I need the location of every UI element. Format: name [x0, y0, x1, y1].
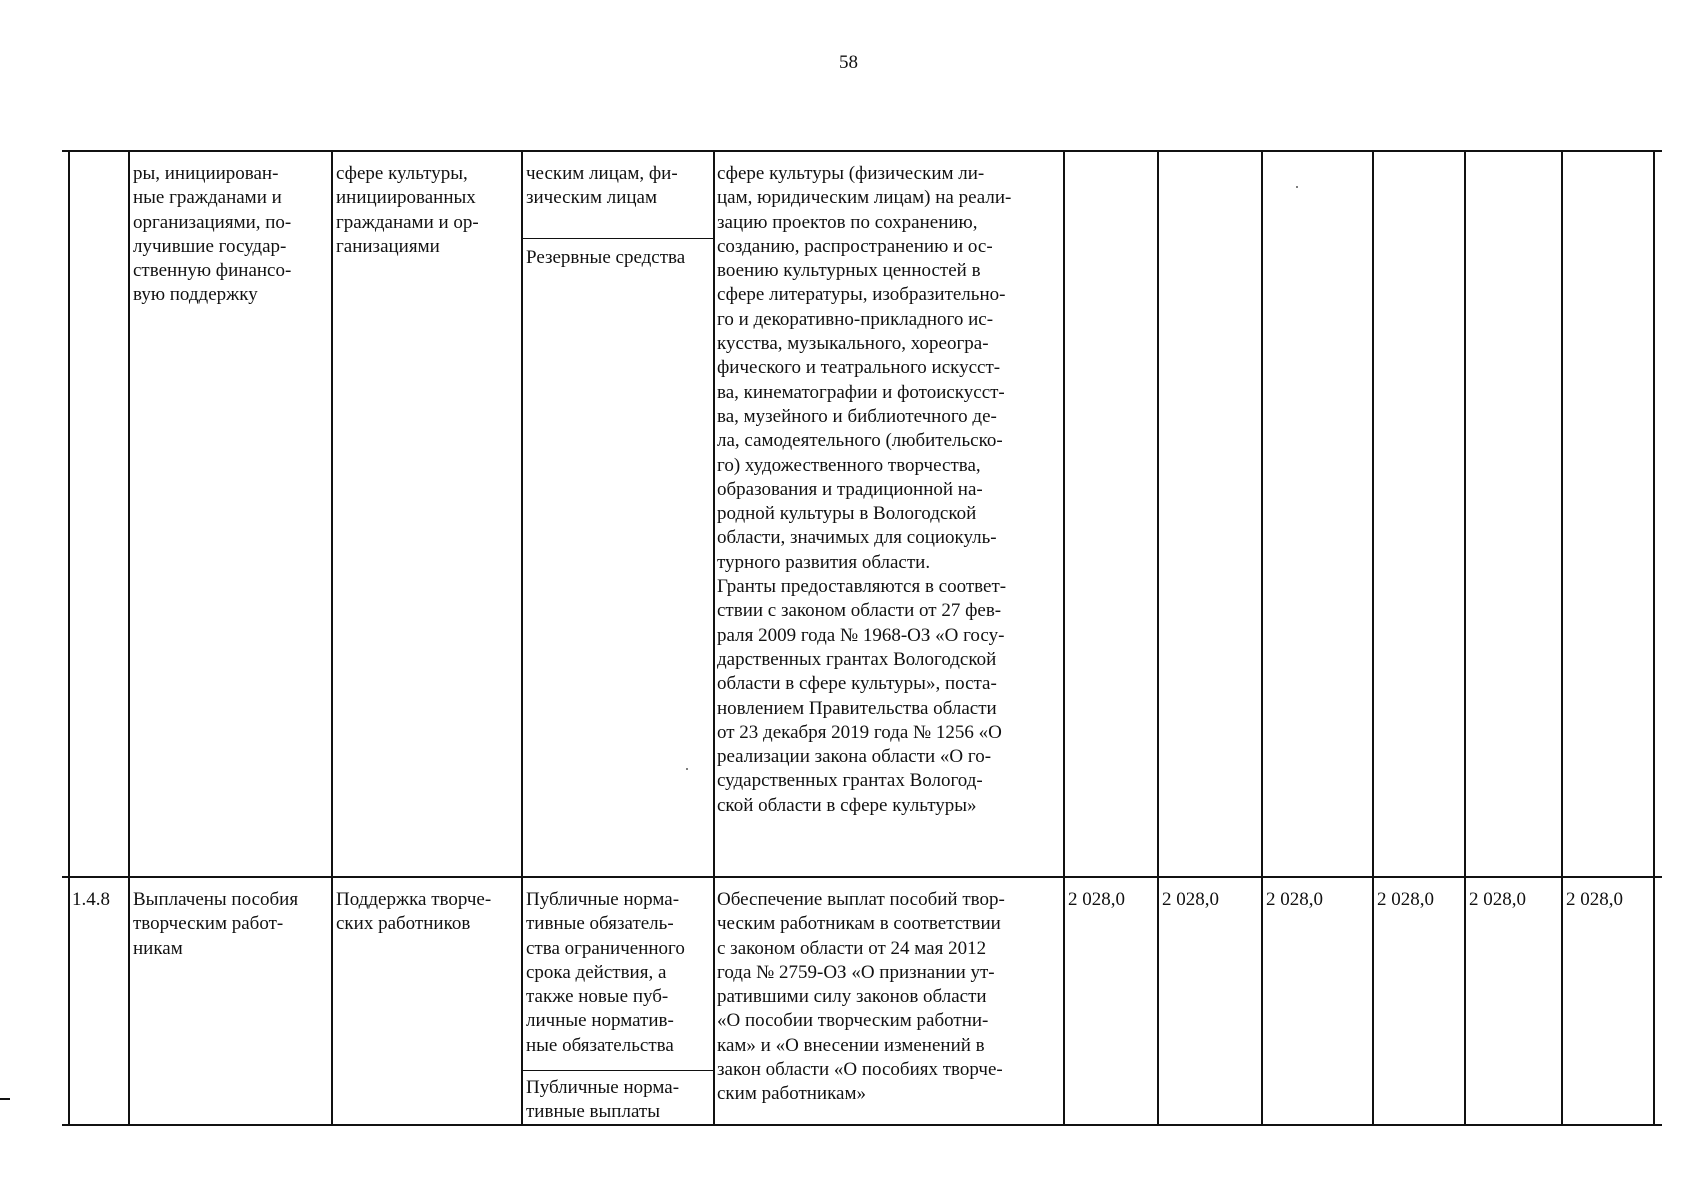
scan-mark	[0, 1098, 10, 1100]
row-2-value-5: 2 028,0	[1469, 889, 1526, 910]
row-2-value-4: 2 028,0	[1377, 889, 1434, 910]
row-1-type-2: Резервные средства	[526, 247, 686, 268]
row-2-type-2: Публичные норма- тивные выплаты	[526, 1077, 680, 1123]
row-divider	[62, 876, 1662, 878]
column-border	[1561, 150, 1563, 1126]
column-border	[128, 150, 130, 1126]
row-2-type-1: Публичные норма- тивные обязатель- ства ограниченного срока действия, а также новые пуб- личные норматив- ные обязательства	[526, 889, 685, 1056]
column-border	[1261, 150, 1263, 1126]
row-1-result: ры, инициирован- ные гражданами и организациями, по- лучившие государ- ственную финансо- вую поддержку	[133, 163, 292, 306]
row-1-description: сфере культуры (физическим ли- цам, юридическим лицам) на реали- зацию проектов по сохранению, созданию, распространению и ос- воению культурных ценностей в сфере литературы, изобразительно- го и декоративно-прикладного ис- кусства, музыкального, хореогра- фического и театрального искусст- ва, кинематографии и фотоискусст- ва, музейного и библиотечного де- ла, самодеятельного (любительско- го) художественного творчества, образования и традиционной на- родной культуры в Вологодской области, значимых для социокуль- турного развития области. Гранты предоставляются в соответ- ствии с законом области от 27 фев- раля 2009 года № 1968-ОЗ «О госу- дарственных грантах Вологодской области в сфере культуры», поста- новлением Правительства области от 23 декабря 2019 года № 1256 «О реализации закона области «О го- сударственных грантах Вологод- ской области в сфере культуры»	[717, 163, 1012, 816]
table-bottom-border	[62, 1124, 1662, 1126]
column-border	[521, 150, 523, 1126]
row-1-type-1: ческим лицам, фи- зическим лицам	[526, 163, 678, 209]
column-border	[68, 150, 70, 1126]
row-1-measure: сфере культуры, инициированных гражданами и ор- ганизациями	[336, 163, 479, 257]
row-2-result: Выплачены пособия творческим работ- никам	[133, 889, 299, 959]
column-border	[1372, 150, 1374, 1126]
page-number: 58	[839, 52, 858, 73]
types-subdivider	[523, 1070, 714, 1071]
row-2-value-2: 2 028,0	[1162, 889, 1219, 910]
types-subdivider	[523, 238, 714, 239]
row-2-value-3: 2 028,0	[1266, 889, 1323, 910]
column-border	[1063, 150, 1065, 1126]
table-top-border	[62, 150, 1662, 152]
row-2-value-1: 2 028,0	[1068, 889, 1125, 910]
scan-speck	[686, 768, 688, 770]
column-border	[713, 150, 715, 1126]
row-2-description: Обеспечение выплат пособий твор- ческим работникам в соответствии с законом области от 24 мая 2012 года № 2759-ОЗ «О признании ут- ратившими силу законов области «О пособии творческим работни- кам» и «О внесении изменений в закон области «О пособиях творче- ским работникам»	[717, 889, 1005, 1105]
column-border	[1157, 150, 1159, 1126]
row-2-measure: Поддержка творче- ских работников	[336, 889, 492, 935]
column-border	[331, 150, 333, 1126]
column-border	[1653, 150, 1655, 1126]
row-2-number: 1.4.8	[72, 889, 110, 910]
scan-speck	[1296, 186, 1298, 188]
column-border	[1464, 150, 1466, 1126]
row-2-value-6: 2 028,0	[1566, 889, 1623, 910]
